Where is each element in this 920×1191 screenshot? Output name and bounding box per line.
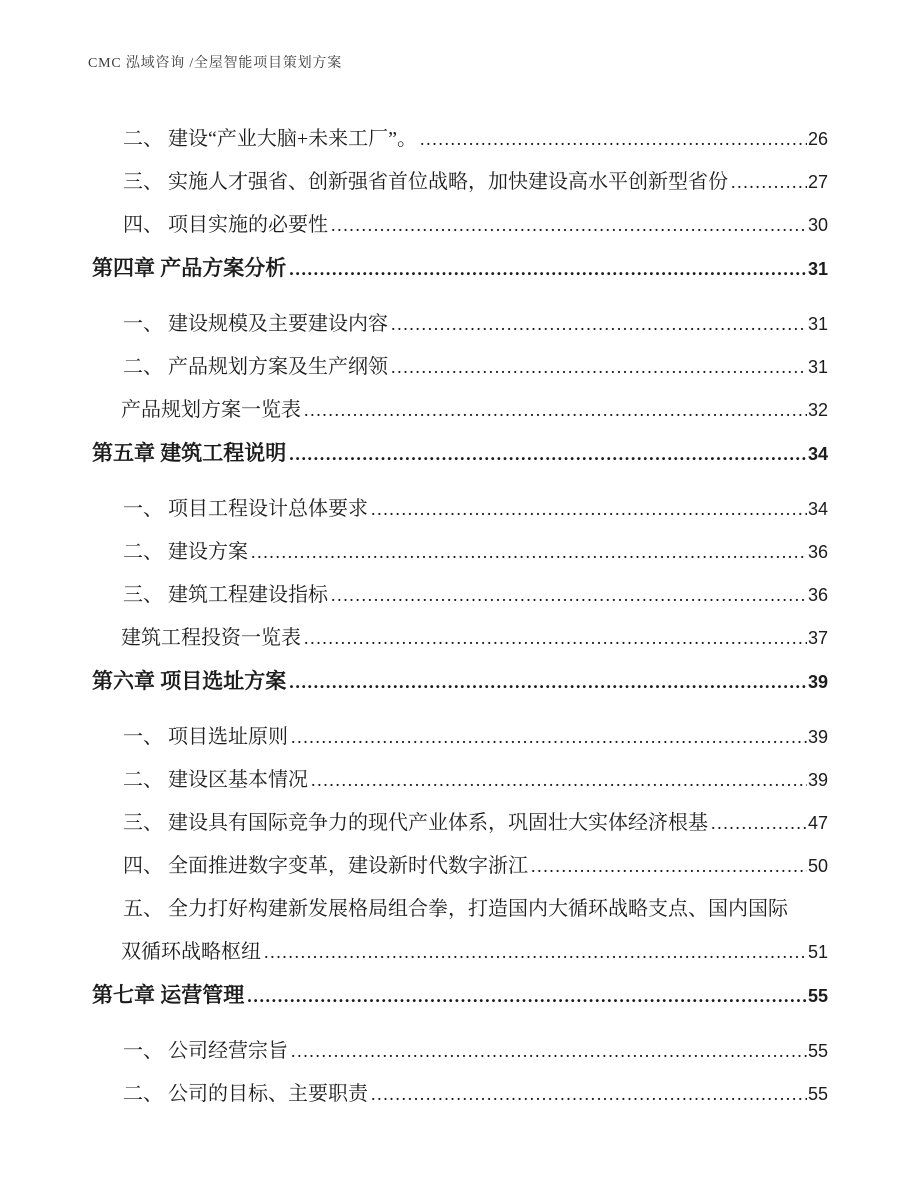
- toc-entry[interactable]: [92, 356, 828, 378]
- toc-entry[interactable]: [92, 214, 828, 236]
- toc-entry-page: 55: [807, 986, 828, 1006]
- toc-entry-page: 39: [807, 672, 828, 692]
- toc-entry-label: 二、 建设“产业大脑+未来工厂”。: [123, 128, 418, 150]
- dot-leader: [289, 258, 807, 280]
- toc-entry-label: 五、 全力打好构建新发展格局组合拳，打造国内大循环战略支点、国内国际: [123, 898, 788, 920]
- dot-leader: [331, 214, 807, 236]
- toc-entry-label: 二、 建设方案: [123, 541, 248, 563]
- dot-leader: [289, 443, 807, 465]
- toc-entry-label: 二、 公司的目标、主要职责: [123, 1083, 368, 1105]
- toc-entry[interactable]: [92, 898, 828, 920]
- toc-chapter-entry[interactable]: [92, 442, 828, 464]
- toc-entry-label: 一、 建设规模及主要建设内容: [123, 313, 388, 335]
- toc-entry-label: 四、 全面推进数字变革，建设新时代数字浙江: [123, 855, 528, 877]
- toc-chapter-entry[interactable]: [92, 984, 828, 1006]
- toc-entry-page: 32: [807, 400, 828, 420]
- toc-chapter-entry[interactable]: [92, 670, 828, 692]
- toc-entry[interactable]: [92, 171, 828, 193]
- toc-entry-label: 第五章 建筑工程说明: [92, 441, 287, 465]
- dot-leader: [311, 769, 807, 791]
- toc-entry-continuation[interactable]: [92, 941, 828, 963]
- toc-entry[interactable]: [92, 128, 828, 150]
- dot-leader: [420, 128, 807, 150]
- toc-entry[interactable]: [92, 498, 828, 520]
- toc-entry-label: 三、 建筑工程建设指标: [123, 584, 328, 606]
- dot-leader: [291, 1040, 807, 1062]
- dot-leader: [291, 726, 807, 748]
- dot-leader: [531, 855, 807, 877]
- toc-entry[interactable]: [92, 584, 828, 606]
- toc-entry-page: 55: [807, 1041, 828, 1061]
- dot-leader: [264, 941, 807, 963]
- toc-entry[interactable]: [92, 399, 828, 421]
- toc-entry-label: 一、 项目选址原则: [123, 726, 288, 748]
- toc-entry-page: 50: [807, 856, 828, 876]
- toc-entry[interactable]: [92, 1040, 828, 1062]
- toc-entry-label: 二、 建设区基本情况: [123, 769, 308, 791]
- toc-entry-label: 三、 实施人才强省、创新强省首位战略，加快建设高水平创新型省份: [123, 171, 728, 193]
- toc-entry-page: 31: [807, 314, 828, 334]
- table-of-contents: [92, 128, 828, 1126]
- dot-leader: [711, 812, 807, 834]
- toc-entry-page: 31: [807, 357, 828, 377]
- dot-leader: [371, 498, 807, 520]
- toc-entry[interactable]: [92, 1083, 828, 1105]
- document-header: CMC 泓域咨询 /全屋智能项目策划方案: [88, 56, 343, 71]
- dot-leader: [304, 399, 807, 421]
- dot-leader: [331, 584, 807, 606]
- toc-entry-label: 二、 产品规划方案及生产纲领: [123, 356, 388, 378]
- toc-entry[interactable]: [92, 812, 828, 834]
- dot-leader: [247, 985, 807, 1007]
- dot-leader: [289, 671, 807, 693]
- dot-leader: [391, 313, 807, 335]
- toc-entry[interactable]: [92, 726, 828, 748]
- toc-entry-label: 第六章 项目选址方案: [92, 669, 287, 693]
- toc-entry-label: 第七章 运营管理: [92, 983, 245, 1007]
- toc-entry-page: 51: [807, 942, 828, 962]
- toc-entry-page: 27: [807, 172, 828, 192]
- toc-entry-page: 39: [807, 770, 828, 790]
- toc-entry-page: 47: [807, 813, 828, 833]
- toc-entry[interactable]: [92, 541, 828, 563]
- toc-entry[interactable]: [92, 627, 828, 649]
- toc-entry-label: 四、 项目实施的必要性: [123, 214, 328, 236]
- toc-entry-page: 36: [807, 585, 828, 605]
- toc-entry[interactable]: [92, 313, 828, 335]
- toc-chapter-entry[interactable]: [92, 257, 828, 279]
- toc-entry-label: 建筑工程投资一览表: [121, 627, 301, 649]
- toc-entry-label: 一、 公司经营宗旨: [123, 1040, 288, 1062]
- toc-entry-page: 39: [807, 727, 828, 747]
- toc-entry-page: 34: [807, 499, 828, 519]
- toc-entry-page: 26: [807, 129, 828, 149]
- toc-entry-page: 36: [807, 542, 828, 562]
- toc-entry-page: 34: [807, 444, 828, 464]
- toc-entry-page: 31: [807, 259, 828, 279]
- toc-entry[interactable]: [92, 769, 828, 791]
- dot-leader: [731, 171, 807, 193]
- toc-entry-label: 第四章 产品方案分析: [92, 256, 287, 280]
- toc-entry-label: 产品规划方案一览表: [121, 399, 301, 421]
- toc-entry-label: 三、 建设具有国际竞争力的现代产业体系，巩固壮大实体经济根基: [123, 812, 708, 834]
- dot-leader: [251, 541, 807, 563]
- dot-leader: [391, 356, 807, 378]
- toc-entry-page: 30: [807, 215, 828, 235]
- dot-leader: [371, 1083, 807, 1105]
- toc-entry[interactable]: [92, 855, 828, 877]
- toc-entry-label: 一、 项目工程设计总体要求: [123, 498, 368, 520]
- dot-leader: [304, 627, 807, 649]
- toc-entry-page: 37: [807, 628, 828, 648]
- toc-entry-label: 双循环战略枢纽: [121, 941, 261, 963]
- toc-entry-page: 55: [807, 1084, 828, 1104]
